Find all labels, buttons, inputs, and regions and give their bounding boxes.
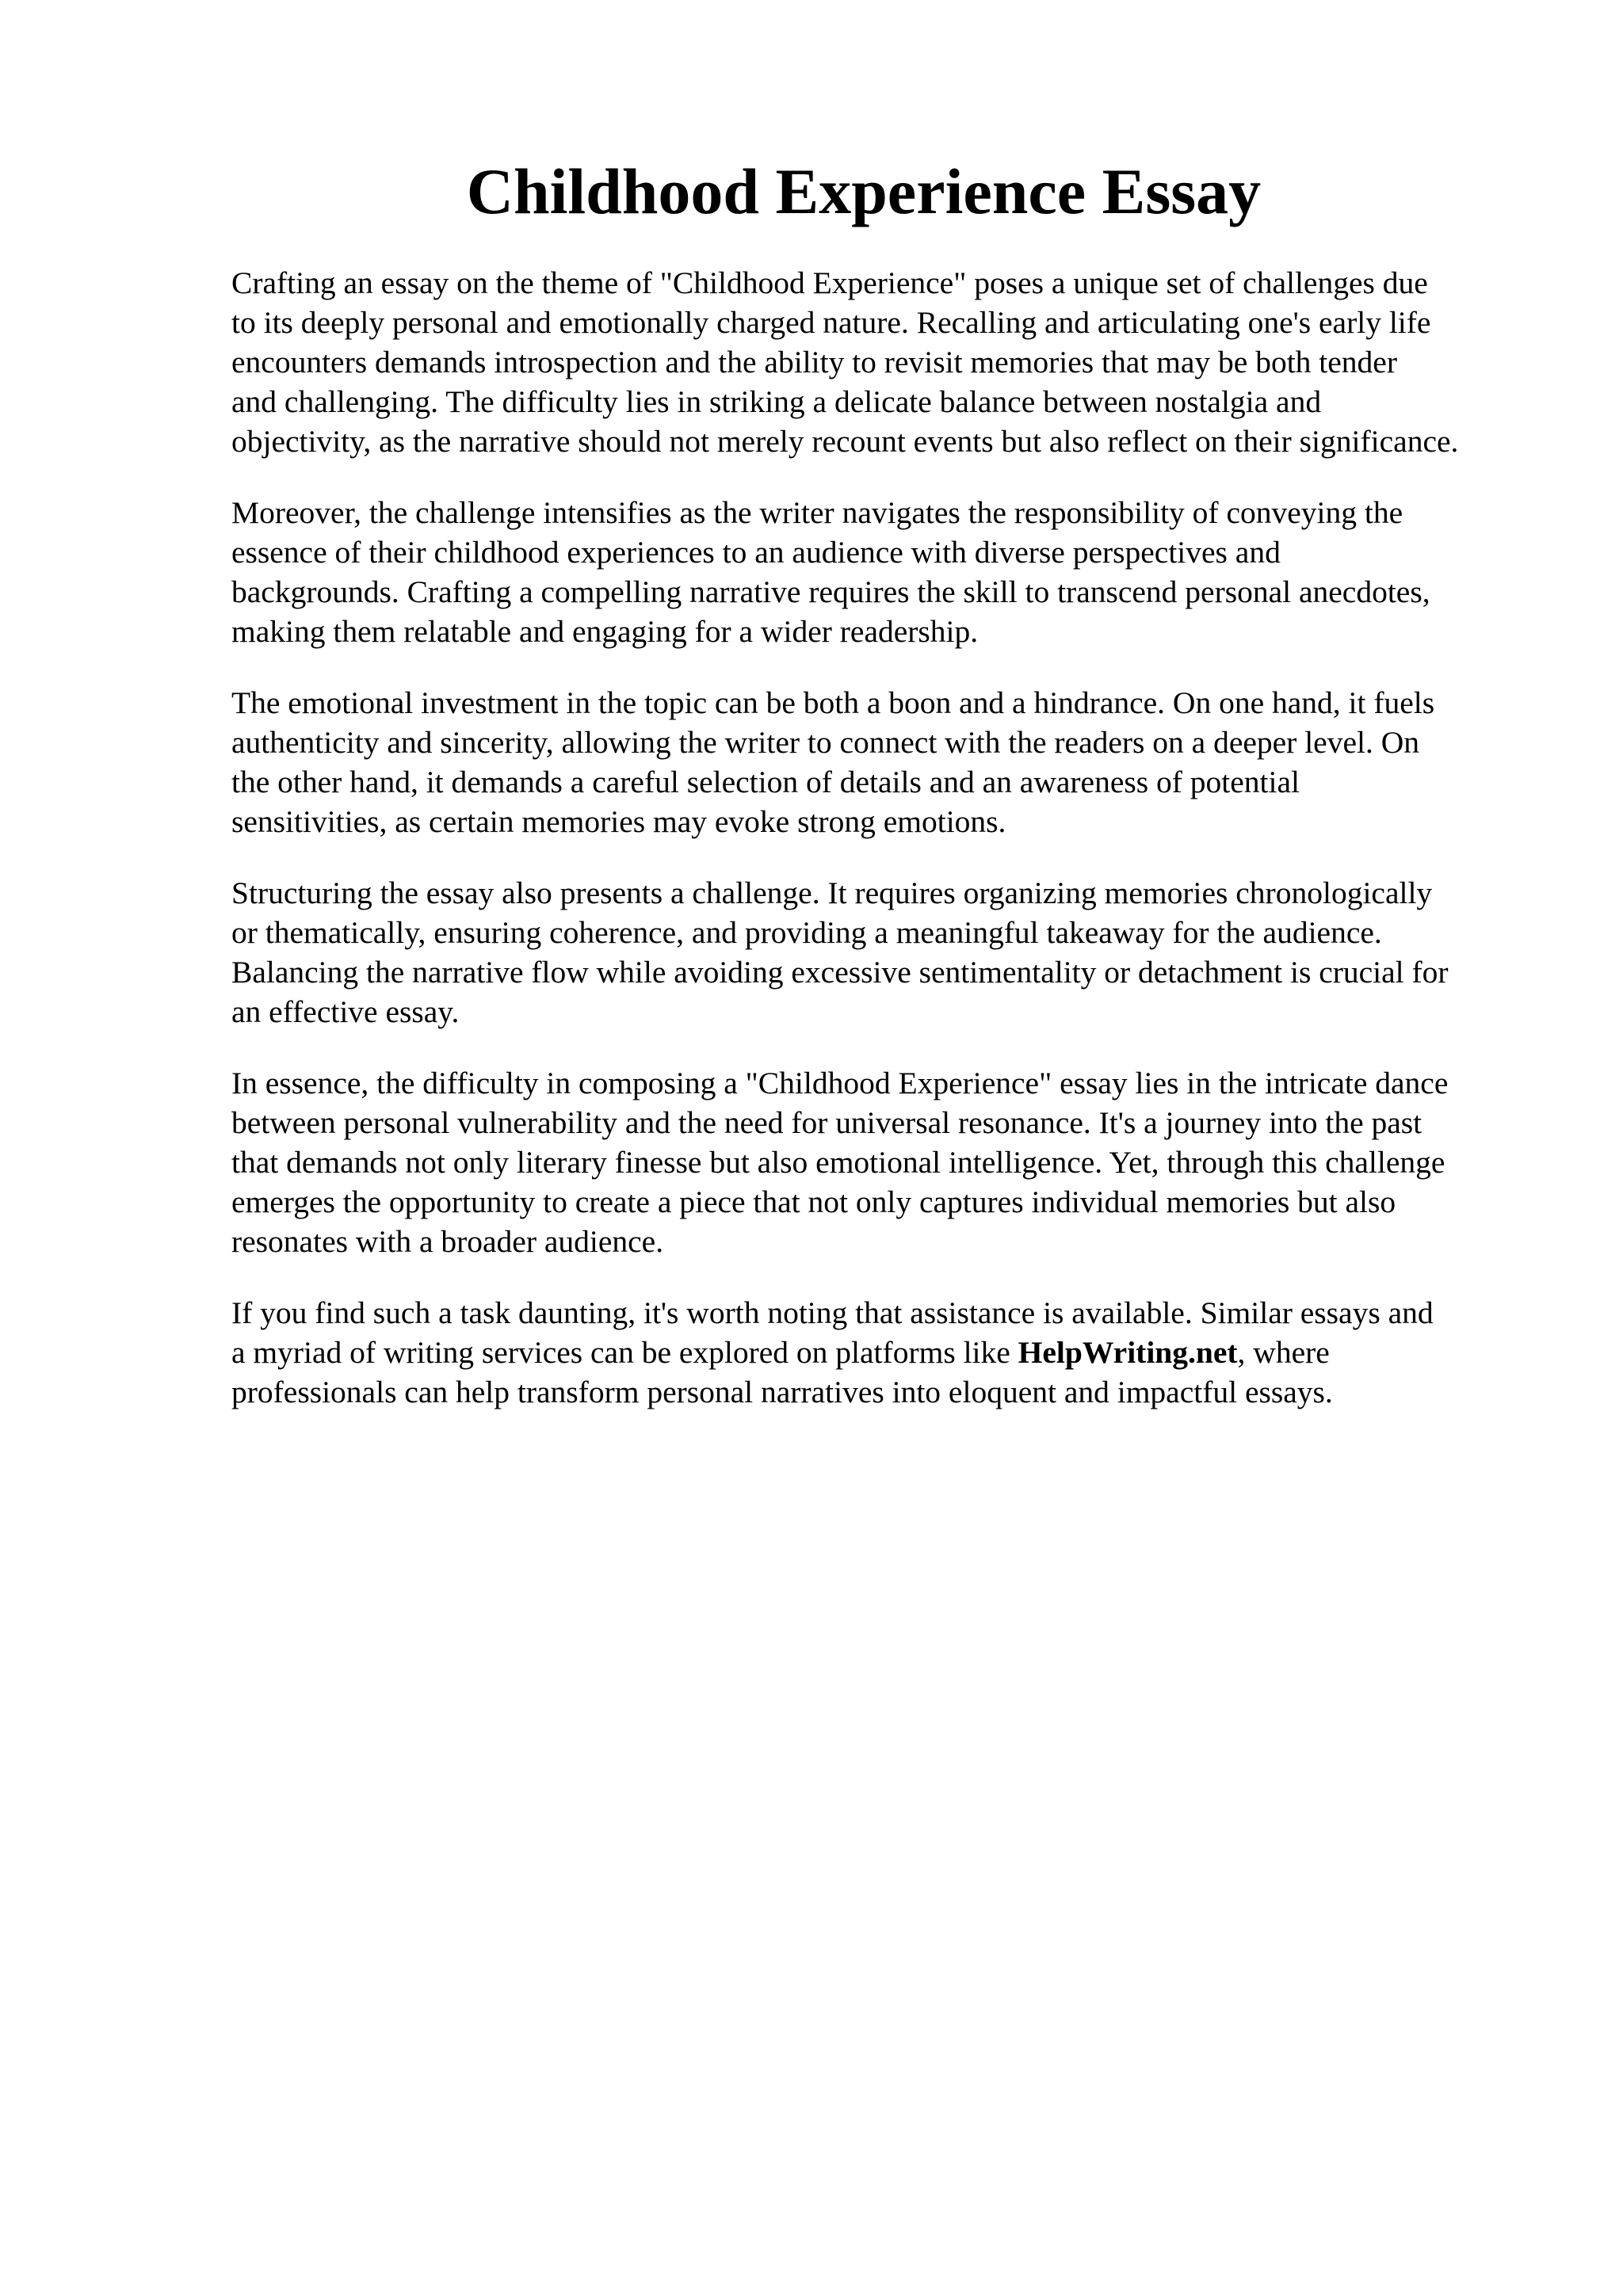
document-title: Childhood Experience Essay — [466, 155, 1262, 227]
paragraph-line: making them relatable and engaging for a wider readership. — [231, 614, 979, 649]
paragraph-line: Crafting an essay on the theme of "Childhood Experience" poses a unique set of challenges due — [231, 265, 1428, 300]
paragraph-line: resonates with a broader audience. — [231, 1224, 664, 1259]
paragraph-line: If you find such a task daunting, it's worth noting that assistance is available. Similar essays and — [231, 1295, 1434, 1330]
helpwriting-name: HelpWriting.net — [1018, 1335, 1238, 1370]
paragraph-line: or thematically, ensuring coherence, and providing a meaningful takeaway for the audience. — [231, 915, 1382, 950]
line-text-after-link: , where — [1237, 1335, 1330, 1370]
paragraph-line: professionals can help transform personal narratives into eloquent and impactful essays. — [231, 1375, 1333, 1409]
essay-body — [231, 263, 1539, 1444]
paragraph-line: essence of their childhood experiences to an audience with diverse perspectives and — [231, 535, 1281, 570]
paragraph-line — [231, 1333, 1539, 1372]
paragraph-5 — [231, 1063, 1539, 1261]
paragraph-line: The emotional investment in the topic can be both a boon and a hindrance. On one hand, it fuels — [231, 685, 1435, 720]
paragraph-line: authenticity and sincerity, allowing the writer to connect with the readers on a deeper level. On — [231, 725, 1419, 760]
paragraph-line: emerges the opportunity to create a piece that not only captures individual memories but also — [231, 1184, 1396, 1219]
paragraph-line: and challenging. The difficulty lies in striking a delicate balance between nostalgia and — [231, 384, 1322, 419]
paragraph-line: Moreover, the challenge intensifies as the writer navigates the responsibility of conveying the — [231, 495, 1403, 530]
paragraph-line: objectivity, as the narrative should not merely recount events but also reflect on their significance. — [231, 424, 1459, 459]
paragraph-line: Balancing the narrative flow while avoiding excessive sentimentality or detachment is crucial for — [231, 955, 1449, 990]
paragraph-1 — [231, 263, 1539, 461]
paragraph-line: that demands not only literary finesse but also emotional intelligence. Yet, through this challenge — [231, 1145, 1445, 1180]
paragraph-line: to its deeply personal and emotionally charged nature. Recalling and articulating one's early life — [231, 305, 1431, 340]
paragraph-3 — [231, 683, 1539, 841]
paragraph-line: an effective essay. — [231, 994, 460, 1029]
paragraph-line: backgrounds. Crafting a compelling narrative requires the skill to transcend personal anecdotes, — [231, 574, 1430, 609]
paragraph-2 — [231, 493, 1539, 651]
paragraph-line: between personal vulnerability and the need for universal resonance. It's a journey into the past — [231, 1105, 1423, 1140]
paragraph-6 — [231, 1293, 1539, 1412]
paragraph-line: In essence, the difficulty in composing a "Childhood Experience" essay lies in the intricate dance — [231, 1066, 1449, 1100]
paragraph-line: encounters demands introspection and the ability to revisit memories that may be both tender — [231, 345, 1397, 379]
paragraph-line: Structuring the essay also presents a challenge. It requires organizing memories chronologically — [231, 875, 1433, 910]
line-text-before-link: a myriad of writing services can be explored on platforms like — [231, 1335, 1018, 1370]
paragraph-4 — [231, 873, 1539, 1032]
paragraph-line: the other hand, it demands a careful selection of details and an awareness of potential — [231, 765, 1300, 799]
paragraph-line: sensitivities, as certain memories may evoke strong emotions. — [231, 804, 1006, 839]
